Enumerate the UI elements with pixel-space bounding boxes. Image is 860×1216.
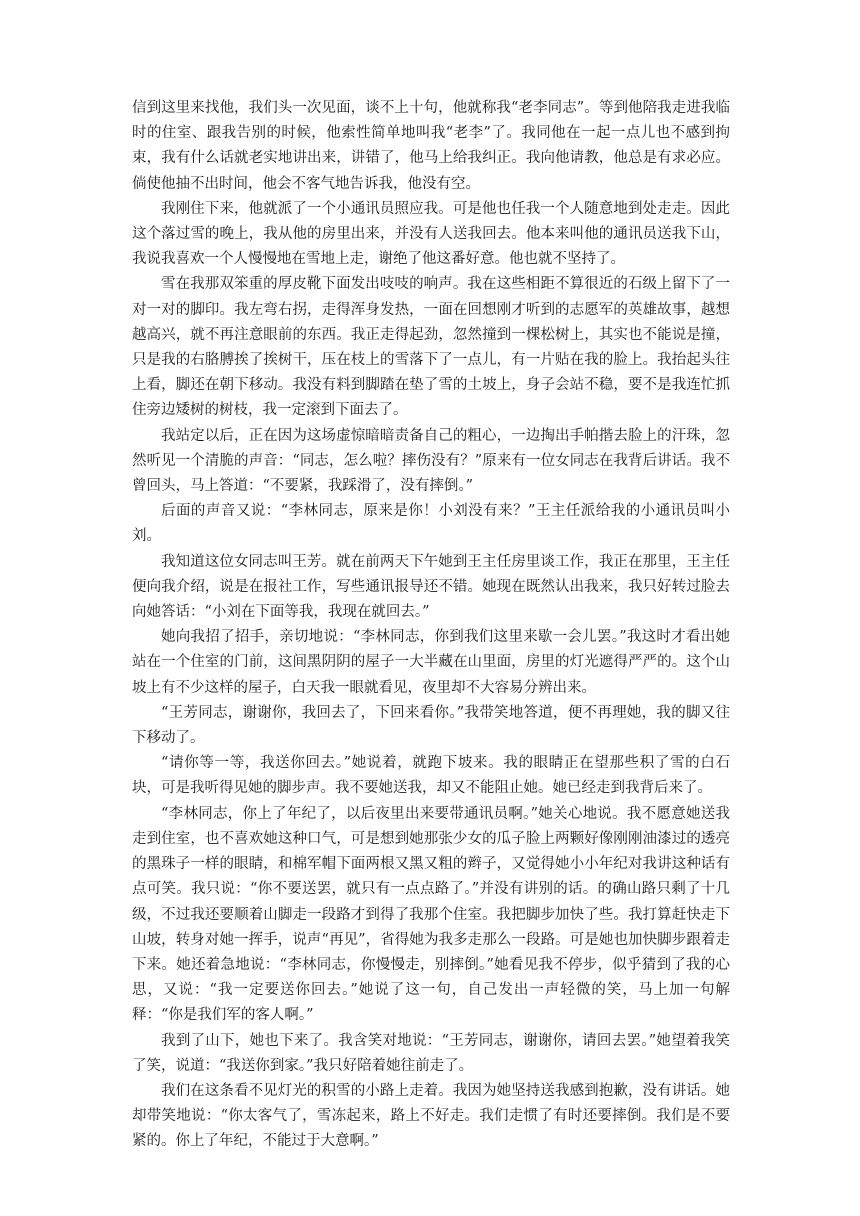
paragraph-9: “请你等一等，我送你回去。”她说着，就跑下坡来。我的眼睛正在望那些积了雪的白石块，可是我听得见她的脚步声。我不要她送我，却又不能阻止她。她已经走到我背后来了。 [132, 755, 730, 797]
document-page [132, 96, 730, 1155]
paragraph-4: 我站定以后，正在因为这场虚惊暗暗责备自己的粗心，一边掏出手帕揩去脸上的汗珠，忽然听见一个清脆的声音：“同志，怎么啦？摔伤没有？”原来有一位女同志在我背后讲话。我不曾回头，马上答道：“不要紧，我踩滑了，没有摔倒。” [132, 427, 730, 495]
paragraph-12: 我们在这条看不见灯光的积雪的小路上走着。我因为她坚持送我感到抱歉，没有讲话。她却带笑地说：“你太客气了，雪冻起来，路上不好走。我们走惯了有时还要摔倒。我们是不要紧的。你上了年纪，不能过于大意啊。” [132, 1082, 730, 1150]
paragraph-2: 我刚住下来，他就派了一个小通讯员照应我。可是他也任我一个人随意地到处走走。因此这个落过雪的晚上，我从他的房里出来，并没有人送我回去。他本来叫他的通讯员送我下山，我说我喜欢一个人慢慢地在雪地上走，谢绝了他这番好意。他也就不坚持了。 [132, 200, 730, 268]
paragraph-7: 她向我招了招手，亲切地说：“李林同志，你到我们这里来歇一会儿罢。”我这时才看出她站在一个住室的门前，这间黑阴阴的屋子一大半藏在山里面，房里的灯光遮得严严的。这个山坡上有不少这样的屋子，白天我一眼就看见，夜里却不大容易分辨出来。 [132, 629, 730, 696]
paragraph-10: “李林同志，你上了年纪了，以后夜里出来要带通讯员啊。”她关心地说。我不愿意她送我走到住室，也不喜欢她这种口气，可是想到她那张少女的瓜子脸上两颗好像刚刚油漆过的透亮的黑珠子一样的眼睛，和棉军帽下面两根又黑又粗的辫子，又觉得她小小年纪对我讲这种话有点可笑。我只说：“你不要送罢，就只有一点点路了。”并没有讲别的话。的确山路只剩了十几级，不过我还要顺着山脚走一段路才到得了我那个住室。我把脚步加快了些。我打算赶快走下山坡，转身对她一挥手，说声“再见”，省得她为我多走那么一段路。可是她也加快脚步跟着走下来。她还着急地说：“李林同志，你慢慢走，别摔倒。”她看见我不停步，似乎猜到了我的心思，又说：“我一定要送你回去。”她说了这一句，自己发出一声轻微的笑，马上加一句解释：“你是我们军的客人啊。” [132, 805, 730, 1024]
paragraph-6: 我知道这位女同志叫王芳。就在前两天下午她到王主任房里谈工作，我正在那里，王主任便向我介绍，说是在报社工作，写些通讯报导还不错。她现在既然认出我来，我只好转过脸去向她答话：“小刘在下面等我，我现在就回去。” [132, 553, 730, 621]
paragraph-3: 雪在我那双笨重的厚皮靴下面发出吱吱的响声。我在这些相距不算很近的石级上留下了一对一对的脚印。我左弯右拐，走得浑身发热，一面在回想刚才听到的志愿军的英雄故事，越想越高兴，就不再注意眼前的东西。我正走得起劲，忽然撞到一棵松树上，其实也不能说是撞，只是我的右胳膊挨了挨树干，压在枝上的雪落下了一点儿，有一片贴在我的脸上。我抬起头往上看，脚还在朝下移动。我没有料到脚踏在垫了雪的土坡上，身子会站不稳，要不是我连忙抓住旁边矮树的树枝，我一定滚到下面去了。 [132, 276, 730, 419]
paragraph-11: 我到了山下，她也下来了。我含笑对地说：“王芳同志，谢谢你，请回去罢。”她望着我笑了笑，说道：“我送你到家。”我只好陪着她往前走了。 [132, 1032, 730, 1074]
paragraph-5: 后面的声音又说：“李林同志，原来是你！小刘没有来？”王主任派给我的小通讯员叫小刘。 [132, 503, 730, 545]
paragraph-1: 信到这里来找他，我们头一次见面，谈不上十句，他就称我“老李同志”。等到他陪我走进我临时的住室、跟我告别的时候，他索性简单地叫我“老李”了。我同他在一起一点儿也不感到拘束，我有什么话就老实地讲出来，讲错了，他马上给我纠正。我向他请教，他总是有求必应。倘使他抽不出时间，他会不客气地告诉我，他没有空。 [132, 100, 730, 192]
paragraph-8: “王芳同志，谢谢你，我回去了，下回来看你。”我带笑地答道，便不再理她，我的脚又往下移动了。 [132, 704, 730, 747]
